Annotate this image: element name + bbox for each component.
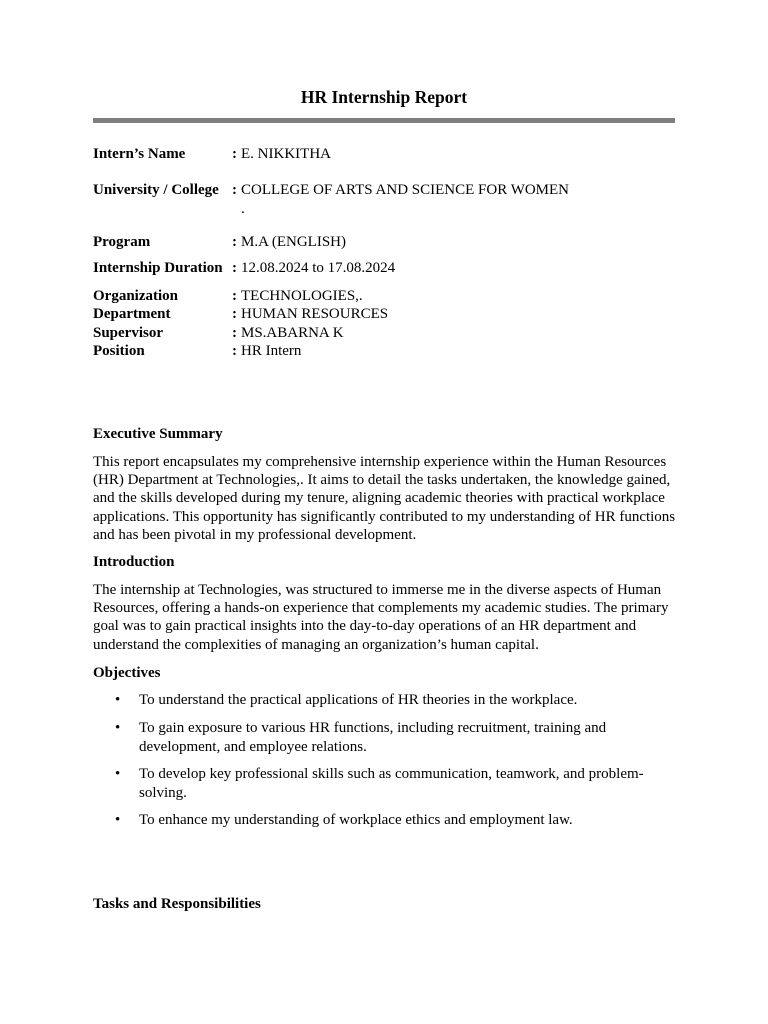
- bullet-icon: •: [115, 720, 121, 736]
- bullet-icon: •: [115, 692, 121, 708]
- detail-value-university-cont: .: [241, 201, 245, 217]
- section-heading-objectives: Objectives: [93, 665, 161, 681]
- bullet-icon: •: [115, 812, 121, 828]
- section-heading-introduction: Introduction: [93, 554, 175, 570]
- detail-label-program: Program: [93, 234, 151, 250]
- bullet-icon: •: [115, 766, 121, 782]
- detail-label-supervisor: Supervisor: [93, 325, 164, 341]
- detail-label-organization: Organization: [93, 288, 178, 304]
- objective-item: To enhance my understanding of workplace ethics and employment law.: [139, 812, 573, 828]
- detail-value-intern-name: E. NIKKITHA: [241, 146, 331, 162]
- detail-colon: :: [232, 260, 237, 276]
- objective-item: To develop key professional skills such as communication, teamwork, and problem-solving.: [139, 766, 644, 801]
- objective-item: To gain exposure to various HR functions, including recruitment, training and development, and employee relations.: [139, 720, 607, 755]
- detail-colon: :: [232, 325, 237, 341]
- detail-label-position: Position: [93, 343, 145, 359]
- executive-summary-paragraph: This report encapsulates my comprehensive internship experience within the Human Resources (HR) Department at Technologies,. It aims to detail the tasks undertaken, the knowledge gained, and the skills developed during my tenure, aligning academic theories with practical workplace applications. This opportunity has significantly contributed to my understanding of HR functions and has been pivotal in my professional development.: [93, 454, 676, 543]
- detail-value-duration: 12.08.2024 to 17.08.2024: [241, 260, 396, 276]
- detail-value-program: M.A (ENGLISH): [241, 234, 346, 250]
- section-heading-tasks: Tasks and Responsibilities: [93, 896, 261, 912]
- title-divider: [93, 118, 675, 123]
- detail-colon: :: [232, 146, 237, 162]
- detail-label-intern-name: Intern’s Name: [93, 146, 186, 162]
- detail-label-department: Department: [93, 306, 171, 322]
- detail-colon: :: [232, 182, 237, 198]
- detail-value-university: COLLEGE OF ARTS AND SCIENCE FOR WOMEN: [241, 182, 570, 198]
- detail-colon: :: [232, 343, 237, 359]
- detail-value-supervisor: MS.ABARNA K: [241, 325, 344, 341]
- detail-label-university: University / College: [93, 182, 219, 198]
- detail-value-position: HR Intern: [241, 343, 302, 359]
- detail-colon: :: [232, 234, 237, 250]
- detail-value-department: HUMAN RESOURCES: [241, 306, 389, 322]
- introduction-paragraph: The internship at Technologies, was structured to immerse me in the diverse aspects of Human Resources, offering a hands-on experience that complements my academic studies. The primary goal was to gain practical insights into the day-to-day operations of an HR department and understand the complexities of managing an organization’s human capital.: [93, 582, 669, 653]
- detail-label-duration: Internship Duration: [93, 260, 223, 276]
- section-heading-executive-summary: Executive Summary: [93, 426, 223, 442]
- detail-value-organization: TECHNOLOGIES,.: [241, 288, 363, 304]
- report-title: HR Internship Report: [300, 87, 468, 107]
- detail-colon: :: [232, 288, 237, 304]
- objective-item: To understand the practical applications of HR theories in the workplace.: [139, 692, 578, 708]
- detail-colon: :: [232, 306, 237, 322]
